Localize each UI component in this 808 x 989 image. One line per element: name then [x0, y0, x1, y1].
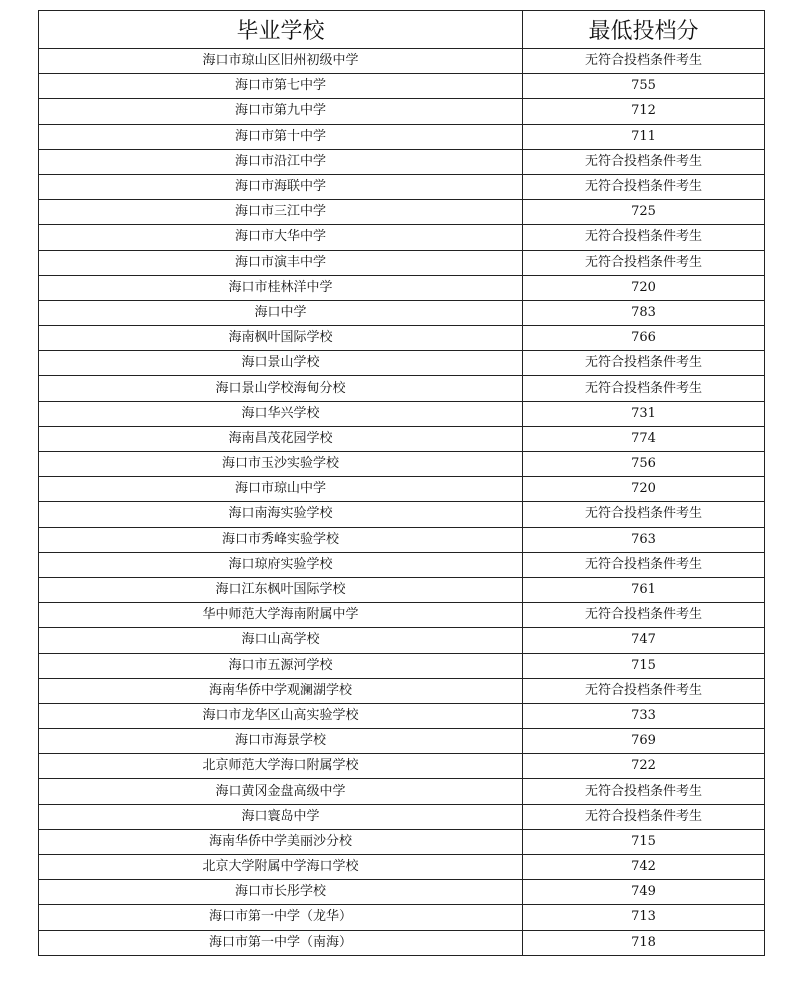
table-row	[39, 426, 765, 451]
table-row	[39, 577, 765, 602]
table-row	[39, 326, 765, 351]
school-name-cell: 北京师范大学海口附属学校	[39, 754, 523, 779]
school-name-cell: 海口南海实验学校	[39, 502, 523, 527]
min-score-cell: 无符合投档条件考生	[523, 174, 765, 199]
table-row	[39, 124, 765, 149]
school-name-cell: 海口市海景学校	[39, 729, 523, 754]
school-name-cell: 海口市海联中学	[39, 174, 523, 199]
table-row	[39, 678, 765, 703]
min-score-cell: 742	[523, 855, 765, 880]
table-row	[39, 225, 765, 250]
school-name-cell: 海口江东枫叶国际学校	[39, 577, 523, 602]
min-score-cell: 763	[523, 527, 765, 552]
school-name-cell: 海口市第一中学（龙华）	[39, 905, 523, 930]
school-name-cell: 海南华侨中学美丽沙分校	[39, 829, 523, 854]
table-row	[39, 477, 765, 502]
school-name-cell: 海口市玉沙实验学校	[39, 452, 523, 477]
school-name-cell: 海口景山学校	[39, 351, 523, 376]
school-name-cell: 海口华兴学校	[39, 401, 523, 426]
school-name-cell: 海口市第九中学	[39, 99, 523, 124]
table-row	[39, 779, 765, 804]
table-row	[39, 552, 765, 577]
min-score-cell: 711	[523, 124, 765, 149]
school-name-cell: 海口市桂林洋中学	[39, 275, 523, 300]
min-score-cell: 747	[523, 628, 765, 653]
admission-score-sheet	[38, 10, 764, 956]
school-name-cell: 海口市第一中学（南海）	[39, 930, 523, 955]
min-score-cell: 755	[523, 74, 765, 99]
min-score-cell: 731	[523, 401, 765, 426]
school-name-cell: 海口市大华中学	[39, 225, 523, 250]
school-name-cell: 海口琼府实验学校	[39, 552, 523, 577]
school-name-cell: 海南枫叶国际学校	[39, 326, 523, 351]
table-row	[39, 250, 765, 275]
min-score-cell: 无符合投档条件考生	[523, 779, 765, 804]
min-score-cell: 713	[523, 905, 765, 930]
min-score-cell: 720	[523, 477, 765, 502]
min-score-cell: 715	[523, 653, 765, 678]
school-name-cell: 海口黄冈金盘高级中学	[39, 779, 523, 804]
school-name-cell: 海南昌茂花园学校	[39, 426, 523, 451]
school-name-cell: 华中师范大学海南附属中学	[39, 603, 523, 628]
min-score-cell: 无符合投档条件考生	[523, 376, 765, 401]
min-score-cell: 无符合投档条件考生	[523, 804, 765, 829]
table-row	[39, 829, 765, 854]
school-name-cell: 海口寰岛中学	[39, 804, 523, 829]
min-score-cell: 712	[523, 99, 765, 124]
min-score-cell: 无符合投档条件考生	[523, 149, 765, 174]
school-name-cell: 海口市秀峰实验学校	[39, 527, 523, 552]
school-name-cell: 海口中学	[39, 300, 523, 325]
min-score-cell: 749	[523, 880, 765, 905]
school-name-cell: 海口市三江中学	[39, 200, 523, 225]
table-row	[39, 401, 765, 426]
table-row	[39, 351, 765, 376]
header-school: 毕业学校	[39, 11, 523, 49]
min-score-cell: 774	[523, 426, 765, 451]
min-score-cell: 756	[523, 452, 765, 477]
min-score-cell: 720	[523, 275, 765, 300]
table-row	[39, 930, 765, 955]
school-name-cell: 海口市龙华区山高实验学校	[39, 703, 523, 728]
header-min-score: 最低投档分	[523, 11, 765, 49]
min-score-cell: 无符合投档条件考生	[523, 49, 765, 74]
min-score-cell: 无符合投档条件考生	[523, 225, 765, 250]
table-row	[39, 174, 765, 199]
table-row	[39, 729, 765, 754]
table-row	[39, 452, 765, 477]
min-score-cell: 无符合投档条件考生	[523, 502, 765, 527]
school-name-cell: 海口市演丰中学	[39, 250, 523, 275]
school-name-cell: 北京大学附属中学海口学校	[39, 855, 523, 880]
min-score-cell: 766	[523, 326, 765, 351]
min-score-cell: 无符合投档条件考生	[523, 603, 765, 628]
min-score-cell: 725	[523, 200, 765, 225]
table-row	[39, 49, 765, 74]
table-row	[39, 74, 765, 99]
table-row	[39, 754, 765, 779]
min-score-cell: 无符合投档条件考生	[523, 552, 765, 577]
admission-score-table	[38, 10, 765, 956]
table-row	[39, 300, 765, 325]
school-name-cell: 海口景山学校海甸分校	[39, 376, 523, 401]
min-score-cell: 761	[523, 577, 765, 602]
school-name-cell: 海口山高学校	[39, 628, 523, 653]
min-score-cell: 783	[523, 300, 765, 325]
min-score-cell: 无符合投档条件考生	[523, 250, 765, 275]
table-row	[39, 653, 765, 678]
school-name-cell: 海南华侨中学观澜湖学校	[39, 678, 523, 703]
min-score-cell: 无符合投档条件考生	[523, 351, 765, 376]
table-row	[39, 880, 765, 905]
table-row	[39, 804, 765, 829]
school-name-cell: 海口市五源河学校	[39, 653, 523, 678]
table-body	[39, 49, 765, 956]
table-row	[39, 603, 765, 628]
table-row	[39, 376, 765, 401]
table-row	[39, 200, 765, 225]
table-row	[39, 527, 765, 552]
table-row	[39, 502, 765, 527]
min-score-cell: 715	[523, 829, 765, 854]
school-name-cell: 海口市琼山区旧州初级中学	[39, 49, 523, 74]
min-score-cell: 718	[523, 930, 765, 955]
min-score-cell: 722	[523, 754, 765, 779]
table-row	[39, 99, 765, 124]
table-row	[39, 149, 765, 174]
min-score-cell: 769	[523, 729, 765, 754]
min-score-cell: 733	[523, 703, 765, 728]
school-name-cell: 海口市第十中学	[39, 124, 523, 149]
school-name-cell: 海口市琼山中学	[39, 477, 523, 502]
school-name-cell: 海口市长彤学校	[39, 880, 523, 905]
table-row	[39, 855, 765, 880]
table-row	[39, 628, 765, 653]
table-row	[39, 703, 765, 728]
min-score-cell: 无符合投档条件考生	[523, 678, 765, 703]
school-name-cell: 海口市沿江中学	[39, 149, 523, 174]
table-row	[39, 905, 765, 930]
table-header-row	[39, 11, 765, 49]
school-name-cell: 海口市第七中学	[39, 74, 523, 99]
table-row	[39, 275, 765, 300]
